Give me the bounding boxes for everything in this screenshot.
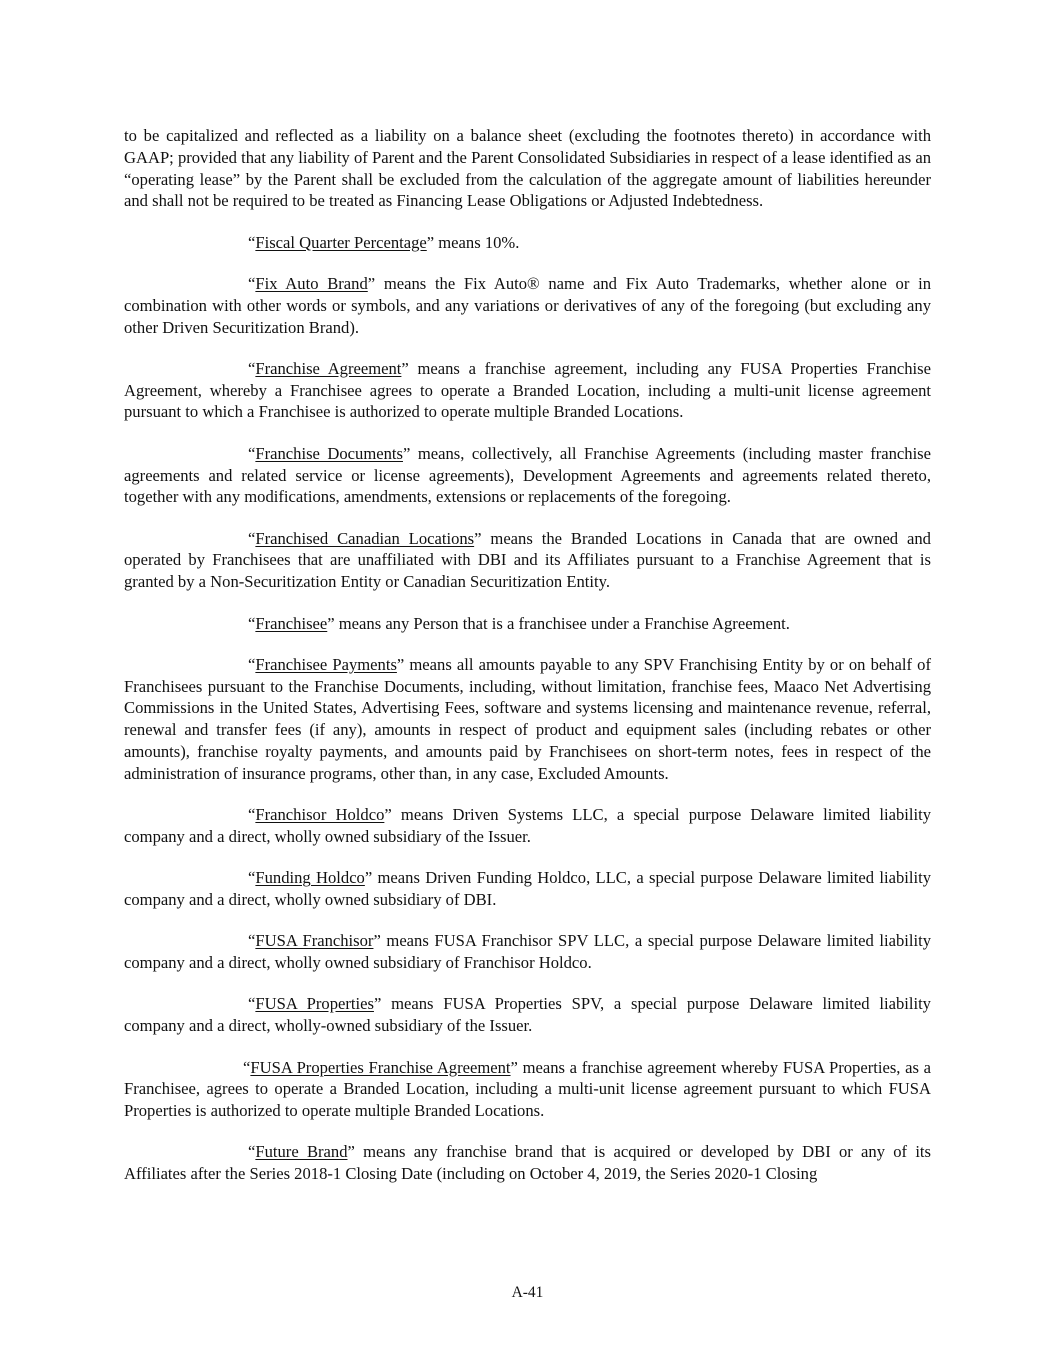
- document-body: [124, 125, 931, 1204]
- definition-text: ” means 10%.: [426, 232, 520, 252]
- defined-term: FUSA Properties: [255, 994, 374, 1014]
- definition-text: ” means Driven Funding Holdco, LLC, a special purpose Delaware limited liability company and a direct, wholly owned subsidiary of DBI.: [124, 868, 931, 910]
- defined-term: Franchisee: [255, 613, 328, 633]
- definition-franchisor-holdco: [124, 804, 931, 848]
- defined-term: Franchised Canadian Locations: [255, 528, 475, 548]
- definition-text: ” means FUSA Properties SPV, a special purpose Delaware limited liability company and a direct, wholly-owned subsidiary of the Issuer.: [124, 994, 931, 1036]
- intro-paragraph: to be capitalized and reflected as a liability on a balance sheet (excluding the footnotes thereto) in accordance with GAAP; provided that any liability of Parent and the Parent Consolidated Subsidiaries in respect of a lease identified as an “operating lease” by the Parent shall be excluded from the calculation of the aggregate amount of liabilities hereunder and shall not be required to be treated as Financing Lease Obligations or Adjusted Indebtedness.: [124, 126, 931, 211]
- definition-fix-auto-brand: [124, 273, 931, 338]
- defined-term: FUSA Franchisor: [255, 931, 374, 951]
- open-quote: “: [248, 931, 256, 951]
- definition-text: ” means FUSA Franchisor SPV LLC, a special purpose Delaware limited liability company and a direct, wholly owned subsidiary of Franchisor Holdco.: [124, 931, 931, 973]
- defined-term: Fiscal Quarter Percentage: [255, 232, 427, 252]
- open-quote: “: [248, 528, 256, 548]
- definition-text: ” means any franchise brand that is acquired or developed by DBI or any of its Affiliates after the Series 2018-1 Closing Date (including on October 4, 2019, the Series 2020-1 Closing: [124, 1142, 931, 1184]
- defined-term: Fix Auto Brand: [255, 273, 368, 293]
- definition-franchise-documents: [124, 443, 931, 508]
- definition-fusa-properties: [124, 993, 931, 1037]
- defined-term: Franchise Documents: [255, 443, 403, 463]
- open-quote: “: [248, 654, 256, 674]
- defined-term: Franchise Agreement: [255, 358, 402, 378]
- open-quote: “: [243, 1057, 251, 1077]
- definition-funding-holdco: [124, 867, 931, 911]
- defined-term: FUSA Properties Franchise Agreement: [250, 1057, 511, 1077]
- definition-text: ” means Driven Systems LLC, a special purpose Delaware limited liability company and a direct, wholly owned subsidiary of the Issuer.: [124, 805, 931, 846]
- definition-franchised-canadian-locations: [124, 528, 931, 593]
- definition-text: ” means the Branded Locations in Canada that are owned and operated by Franchisees that are unaffiliated with DBI and its Affiliates pursuant to a Franchise Agreement that is granted by a Non-Securitization Entity or Canadian Securitization Entity.: [124, 528, 931, 592]
- open-quote: “: [248, 443, 256, 463]
- definition-text: ” means any Person that is a franchisee under a Franchise Agreement.: [327, 613, 790, 633]
- definition-text: ” means, collectively, all Franchise Agreements (including master franchise agreements and related service or license agreements), Development Agreements and agreements related thereto, together with any modifications, amendments, extensions or replacements of the foregoing.: [124, 443, 931, 507]
- definition-franchisee: [124, 613, 931, 635]
- definition-fusa-franchisor: [124, 930, 931, 974]
- defined-term: Franchisee Payments: [255, 654, 397, 674]
- defined-term: Funding Holdco: [255, 868, 365, 888]
- page-number: A-41: [511, 1284, 544, 1301]
- defined-term: Future Brand: [255, 1142, 348, 1162]
- definition-text: ” means a franchise agreement, including any FUSA Properties Franchise Agreement, whereby a Franchisee agrees to operate a Branded Location, including a multi-unit license agreement pursuant to which a Franchisee is authorized to operate multiple Branded Locations.: [124, 358, 931, 422]
- definition-text: ” means a franchise agreement whereby FUSA Properties, as a Franchisee, agrees to operate a Branded Location, including a multi-unit license agreement pursuant to which FUSA Properties is authorized to operate multiple Branded Locations.: [124, 1057, 931, 1121]
- definition-franchise-agreement: [124, 358, 931, 423]
- open-quote: “: [248, 232, 256, 252]
- open-quote: “: [248, 805, 256, 825]
- open-quote: “: [248, 358, 256, 378]
- open-quote: “: [248, 613, 256, 633]
- defined-term: Franchisor Holdco: [255, 805, 385, 825]
- definition-fiscal-quarter-percentage: [124, 232, 931, 254]
- open-quote: “: [248, 994, 256, 1014]
- definition-fusa-properties-franchise-agreement: [124, 1057, 931, 1122]
- open-quote: “: [248, 868, 256, 888]
- open-quote: “: [248, 273, 256, 293]
- definition-future-brand: [124, 1141, 931, 1185]
- definition-text: ” means all amounts payable to any SPV Franchising Entity by or on behalf of Franchisees pursuant to the Franchise Documents, including, without limitation, franchise fees, Maaco Net Advertising Commissions in the United States, Advertising Fees, software and systems licensing and maintenance revenue, referral, renewal and transfer fees (if any), amounts in respect of product and equipment sales (including rebates or other amounts), franchise royalty payments, and amounts paid by Franchisees on short-term notes, fees in respect of the administration of insurance programs, other than, in any case, Excluded Amounts.: [124, 654, 931, 783]
- definition-text: ” means the Fix Auto® name and Fix Auto Trademarks, whether alone or in combination with other words or symbols, and any variations or derivatives of any of the foregoing (but excluding any other Driven Securitization Brand).: [124, 273, 931, 337]
- definition-franchisee-payments: [124, 654, 931, 785]
- open-quote: “: [248, 1142, 256, 1162]
